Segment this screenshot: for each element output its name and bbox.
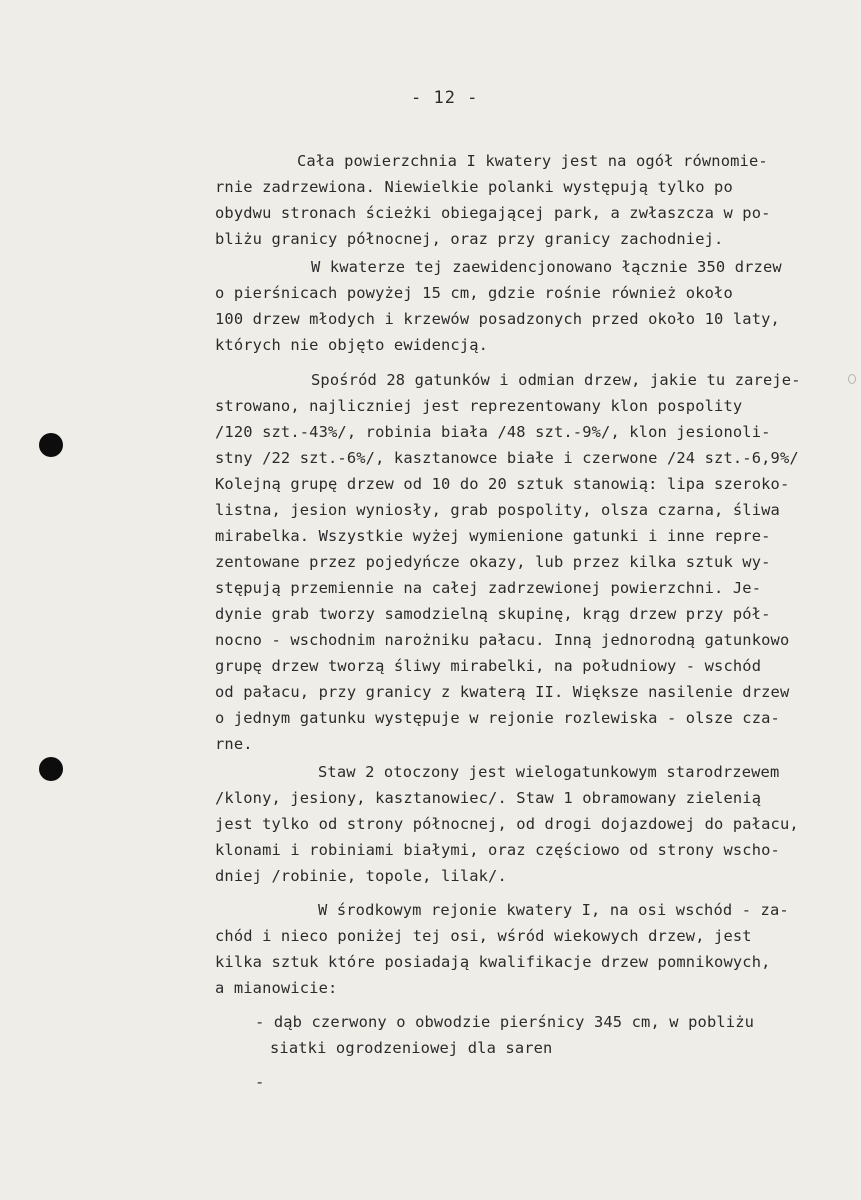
- text-line: /120 szt.-43%/, robinia biała /48 szt.-9%/, klon jesionoli-: [215, 423, 771, 441]
- text-line: strowano, najliczniej jest reprezentowany klon pospolity: [215, 397, 743, 415]
- text-line: /klony, jesiony, kasztanowiec/. Staw 1 obramowany zielenią: [215, 789, 762, 807]
- text-line: kilka sztuk które posiadają kwalifikacje drzew pomnikowych,: [215, 953, 771, 971]
- text-line: a mianowicie:: [215, 979, 338, 997]
- text-line: 100 drzew młodych i krzewów posadzonych przed około 10 laty,: [215, 310, 780, 328]
- text-line: o jednym gatunku występuje w rejonie rozlewiska - olsze cza-: [215, 709, 780, 727]
- text-line: dniej /robinie, topole, lilak/.: [215, 867, 507, 885]
- text-line: W kwaterze tej zaewidencjonowano łącznie 350 drzew: [311, 258, 782, 276]
- text-line: od pałacu, przy granicy z kwaterą II. Większe nasilenie drzew: [215, 683, 790, 701]
- text-line: obydwu stronach ścieżki obiegającej park, a zwłaszcza w po-: [215, 204, 771, 222]
- text-line: o pierśnicach powyżej 15 cm, gdzie rośnie również około: [215, 284, 733, 302]
- text-line: W środkowym rejonie kwatery I, na osi wschód - za-: [318, 901, 789, 919]
- text-line: Staw 2 otoczony jest wielogatunkowym starodrzewem: [318, 763, 780, 781]
- text-line: dynie grab tworzy samodzielną skupinę, krąg drzew przy pół-: [215, 605, 771, 623]
- text-line: klonami i robiniami białymi, oraz częściowo od strony wscho-: [215, 841, 780, 859]
- text-line: rnie zadrzewiona. Niewielkie polanki występują tylko po: [215, 178, 733, 196]
- text-line: których nie objęto ewidencją.: [215, 336, 489, 354]
- page-number: - 12 -: [411, 88, 479, 108]
- text-line: stny /22 szt.-6%/, kasztanowce białe i czerwone /24 szt.-6,9%/: [215, 449, 799, 467]
- text-line: grupę drzew tworzą śliwy mirabelki, na południowy - wschód: [215, 657, 762, 675]
- text-line: - dąb czerwony o obwodzie pierśnicy 345 cm, w pobliżu: [255, 1013, 755, 1031]
- text-line: zentowane przez pojedyńcze okazy, lub przez kilka sztuk wy-: [215, 553, 771, 571]
- text-line: mirabelka. Wszystkie wyżej wymienione gatunki i inne repre-: [215, 527, 771, 545]
- text-line: bliżu granicy północnej, oraz przy granicy zachodniej.: [215, 230, 724, 248]
- punch-hole: [39, 433, 63, 457]
- text-line: Kolejną grupę drzew od 10 do 20 sztuk stanowią: lipa szeroko-: [215, 475, 790, 493]
- text-line: -: [255, 1073, 265, 1091]
- text-line: listna, jesion wyniosły, grab pospolity, olsza czarna, śliwa: [215, 501, 780, 519]
- punch-hole: [39, 757, 63, 781]
- text-line: rne.: [215, 735, 253, 753]
- text-line: nocno - wschodnim narożniku pałacu. Inną jednorodną gatunkowo: [215, 631, 790, 649]
- text-line: stępują przemiennie na całej zadrzewionej powierzchni. Je-: [215, 579, 762, 597]
- text-line: chód i nieco poniżej tej osi, wśród wiekowych drzew, jest: [215, 927, 752, 945]
- text-line: Spośród 28 gatunków i odmian drzew, jakie tu zareje-: [311, 371, 801, 389]
- edge-mark: [848, 374, 856, 384]
- text-line: Cała powierzchnia I kwatery jest na ogół równomie-: [297, 152, 768, 170]
- text-line: siatki ogrodzeniowej dla saren: [270, 1039, 553, 1057]
- text-line: jest tylko od strony północnej, od drogi dojazdowej do pałacu,: [215, 815, 799, 833]
